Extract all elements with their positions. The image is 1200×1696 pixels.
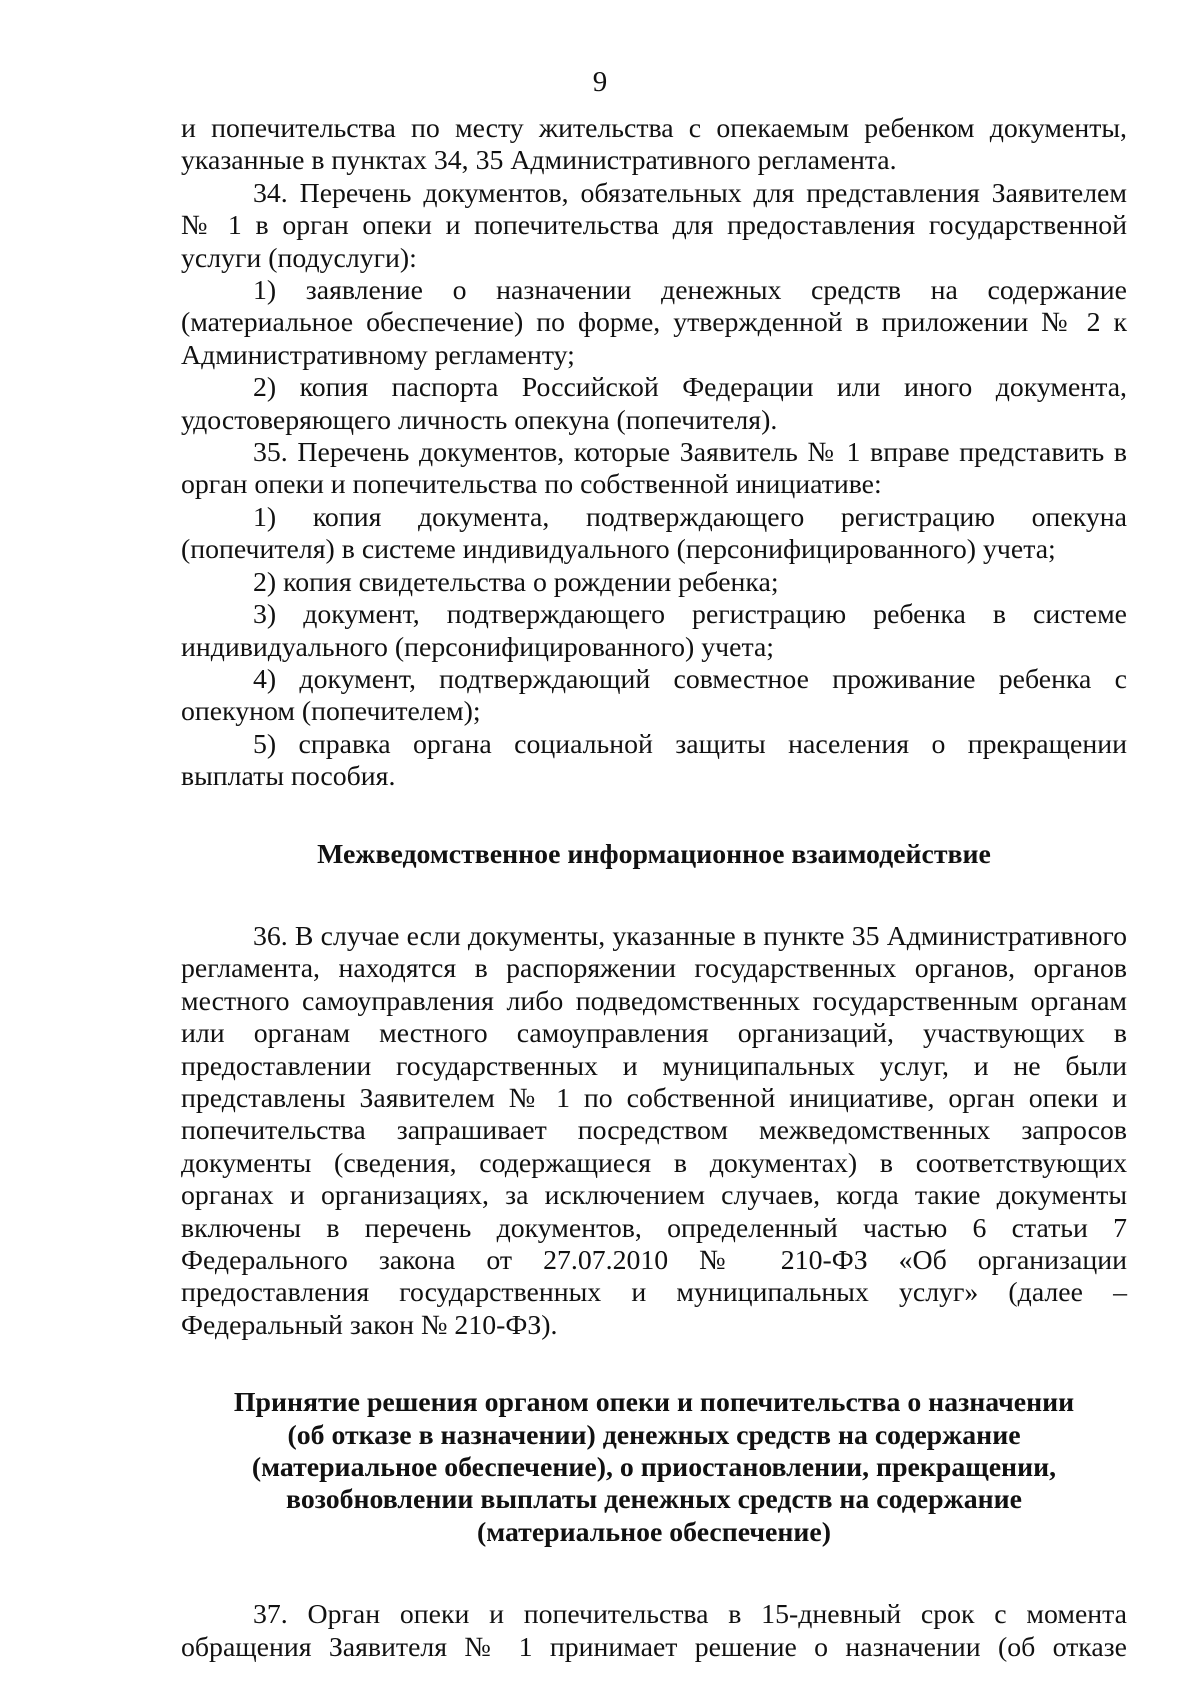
heading-line: (об отказе в назначении) денежных средств на содержание (287, 1419, 1021, 1451)
list-item-35-1: 1) копия документа, подтверждающего регистрацию опекуна (попечителя) в системе индивидуального (персонифицированного) учета; (181, 501, 1127, 566)
section-heading-interagency: Межведомственное информационное взаимодействие (317, 838, 991, 870)
paragraph-37: 37. Орган опеки и попечительства в 15-дневный срок с момента обращения Заявителя № 1 принимает решение о назначении (об отказе (181, 1599, 1127, 1663)
section-heading-decision (181, 1387, 1127, 1549)
heading-line: Принятие решения органом опеки и попечительства о назначении (233, 1387, 1075, 1419)
list-item-35-5: 5) справка органа социальной защиты населения о прекращении выплаты пособия. (181, 728, 1127, 793)
list-item-35-3: 3) документ, подтверждающего регистрацию ребенка в системе индивидуального (персонифицированного) учета; (181, 599, 1127, 663)
page-content (181, 113, 1127, 1664)
list-item-34-1: 1) заявление о назначении денежных средств на содержание (материальное обеспечение) по форме, утвержденной в приложении № 2 к Административному регламенту; (181, 275, 1127, 371)
list-item-35-2: 2) копия свидетельства о рождении ребенка; (253, 566, 779, 598)
list-item-35-4: 4) документ, подтверждающий совместное проживание ребенка с опекуном (попечителем); (181, 663, 1127, 728)
list-item-34-2: 2) копия паспорта Российской Федерации или иного документа, удостоверяющего личность опекуна (попечителя). (181, 372, 1127, 436)
paragraph-36: 36. В случае если документы, указанные в пункте 35 Административного регламента, находятся в распоряжении государственных органов, органов местного самоуправления либо подведомственных государственным органам или органам местного самоуправления организаций, участвующих в предоставлении государственных и муниципальных услуг, и не были представлены Заявителем № 1 по собственной инициативе, орган опеки и попечительства запрашивает посредством межведомственных запросов документы (сведения, содержащиеся в документах) в соответствующих органах и организациях, за исключением случаев, когда такие документы включены в перечень документов, определенный частью 6 статьи 7 Федерального закона от 27.07.2010 № 210-ФЗ «Об организации предоставления государственных и муниципальных услуг» (далее – Федеральный закон № 210-ФЗ). (181, 920, 1127, 1341)
page-number: 9 (592, 66, 608, 98)
heading-line: (материальное обеспечение) (476, 1516, 832, 1548)
paragraph-continuation: и попечительства по месту жительства с опекаемым ребенком документы, указанные в пунктах 34, 35 Административного регламента. (181, 113, 1127, 177)
heading-line: (материальное обеспечение), о приостановлении, прекращении, (251, 1452, 1057, 1484)
paragraph-34: 34. Перечень документов, обязательных для представления Заявителем № 1 в орган опеки и попечительства для предоставления государственной услуги (подуслуги): (181, 177, 1127, 274)
heading-line: возобновлении выплаты денежных средств на содержание (286, 1484, 1022, 1516)
paragraph-35: 35. Перечень документов, которые Заявитель № 1 вправе представить в орган опеки и попечительства по собственной инициативе: (181, 437, 1127, 501)
